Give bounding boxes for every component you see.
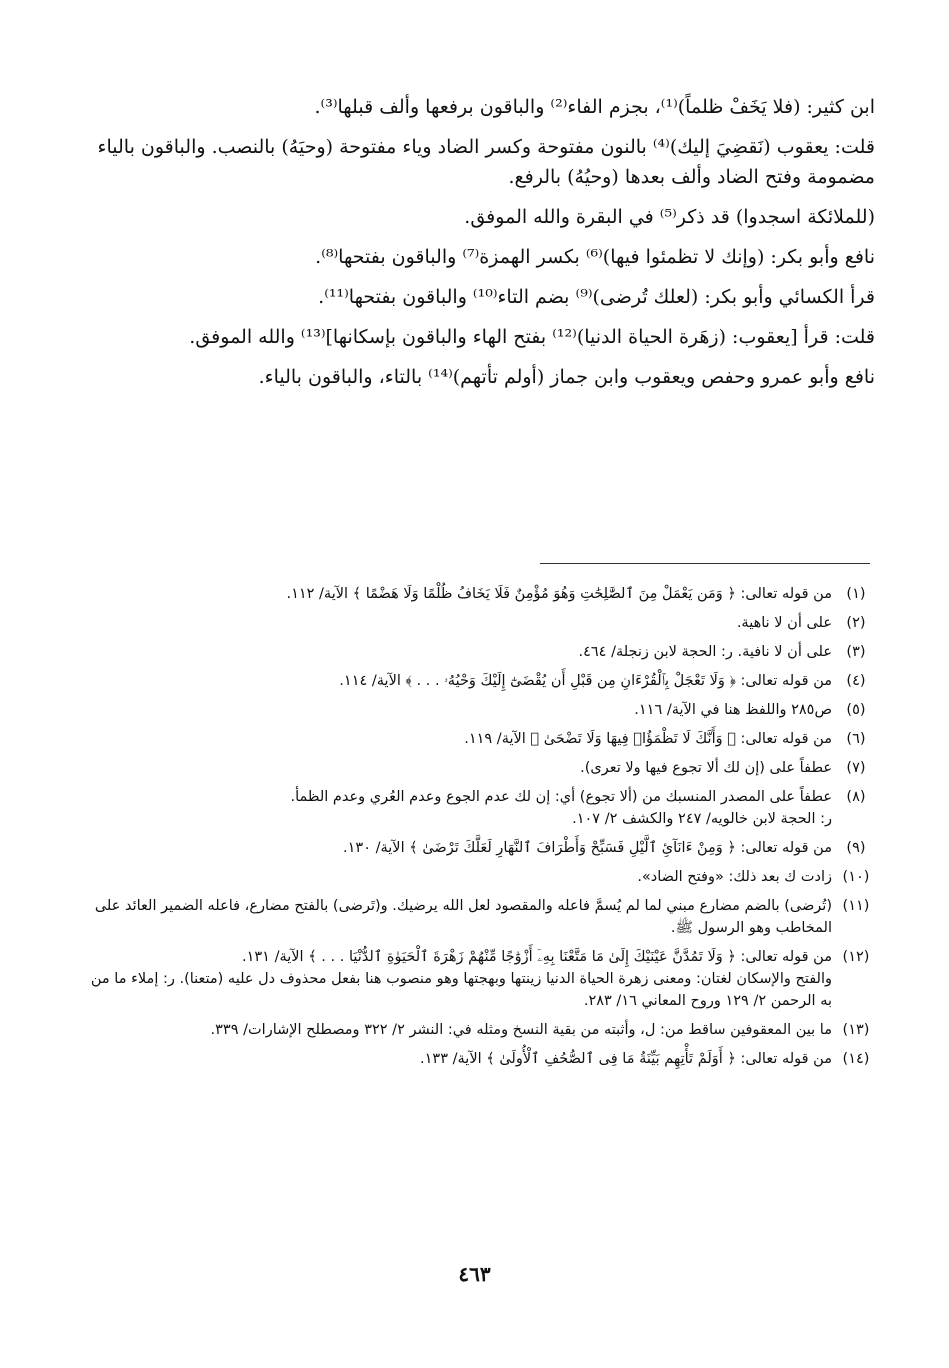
footnote-text: من قوله تعالى: ﴿ أَوَلَمْ تَأْتِهِم بَيِّنَةُ مَا فِى ٱلصُّحُفِ ٱلْأُولَىٰ ﴾ الآية/ ١٣٣. — [420, 1051, 832, 1067]
footnote-number: (١) — [846, 586, 866, 602]
paragraph: نافع وأبو بكر: (وإنك لا تظمئوا فيها)⁽⁶⁾ بكسر الهمزة⁽⁷⁾ والباقون بفتحها⁽⁸⁾. — [315, 246, 875, 268]
footnote-number: (١١) — [842, 898, 870, 914]
footnote — [80, 946, 880, 1012]
footnote-number: (١٣) — [842, 1022, 870, 1038]
footnote-text: من قوله تعالى: ﴿ وَأَنَّكَ لَا تَظْمَؤُا۟ فِيهَا وَلَا تَضْحَىٰ ﴾ الآية/ ١١٩. — [464, 731, 832, 747]
footnote — [80, 837, 880, 859]
footnote-number: (٣) — [846, 644, 866, 660]
footnote-number: (٩) — [846, 840, 866, 856]
footnote-number: (١٤) — [842, 1051, 870, 1067]
footnote-number: (١٢) — [842, 949, 870, 965]
footnote-text: (تُرضى) بالضم مضارع مبني لما لم يُسمَّ فاعله والمقصود لعل الله يرضيك. و(تَرضى) بالفتح مضارع، فاعله الضمير العائد على المخاطب وهو الرسول ﷺ. — [94, 898, 832, 936]
footnote-number: (٧) — [846, 760, 866, 776]
footnote-text: من قوله تعالى: ﴿ وَلَا تَمُدَّنَّ عَيْنَيْكَ إِلَىٰ مَا مَتَّعْنَا بِهِۦٓ أَزْوَٰجًا مِّنْهُمْ زَهْرَةَ ٱلْحَيَوٰةِ ٱلدُّنْيَا . . . ﴾ الآية/ ١٣١. — [242, 949, 832, 965]
page-number: ٤٦٣ — [458, 1262, 491, 1286]
footnote-text: والفتح والإسكان لغتان: ومعنى زهرة الحياة الدنيا زينتها وبهجتها وهو منصوب هنا بفعل محذوف دل عليه (متعنا). ر: إملاء ما من به الرحمن ٢/ ١٢٩ وروح المعاني ١٦/ ٢٨٣. — [90, 971, 832, 1009]
footnote-text: من قوله تعالى: ﴿ وَمَن يَعْمَلْ مِنَ ٱلصَّٰلِحَٰتِ وَهُوَ مُؤْمِنٌ فَلَا يَخَافُ ظُلْمًا وَلَا هَضْمًا ﴾ الآية/ ١١٢. — [286, 586, 832, 602]
footnote-number: (٨) — [846, 789, 866, 805]
footnotes — [80, 583, 880, 1077]
footnote-number: (٤) — [846, 673, 866, 689]
footnote-text: على أن لا ناهية. — [736, 615, 832, 631]
paragraph: (للملائكة اسجدوا) قد ذكر⁽⁵⁾ في البقرة والله الموفق. — [464, 206, 875, 228]
footnote — [80, 612, 880, 634]
footnote — [80, 895, 880, 939]
footnote-number: (٥) — [846, 702, 866, 718]
footnote-text: من قوله تعالى: ﴿ وَمِنْ ءَانَآئِ ٱلَّيْلِ فَسَبِّحْ وَأَطْرَافَ ٱلنَّهَارِ لَعَلَّكَ تَرْضَىٰ ﴾ الآية/ ١٣٠. — [343, 840, 832, 856]
footnote-text: زادت ك بعد ذلك: «وفتح الضاد». — [637, 869, 832, 885]
footnote-number: (٦) — [846, 731, 866, 747]
footnote-text: ر: الحجة لابن خالويه/ ٢٤٧ والكشف ٢/ ١٠٧. — [572, 811, 832, 827]
footnote-text: من قوله تعالى: ﴿ وَلَا تَعْجَلْ بِٱلْقُرْءَانِ مِن قَبْلِ أَن يُقْضَىٰٓ إِلَيْكَ وَحْيُهُۥ . . . ﴾ الآية/ ١١٤. — [339, 673, 832, 689]
footnote — [80, 670, 880, 692]
footnote — [80, 728, 880, 750]
footnote — [80, 641, 880, 663]
footnote — [80, 699, 880, 721]
footnote — [80, 757, 880, 779]
main-text — [80, 92, 875, 402]
paragraph: قلت: يعقوب (نَقضِيَ إليك)⁽⁴⁾ بالنون مفتوحة وكسر الضاد وياء مفتوحة (وحيَهُ) بالنصب. والباقون بالياء مضمومة وفتح الضاد وألف بعدها (وحيُهُ) بالرفع. — [97, 136, 875, 188]
paragraph: قلت: قرأ [يعقوب: (زهَرة الحياة الدنيا)⁽¹²⁾ بفتح الهاء والباقون بإسكانها]⁽¹³⁾ والله الموفق. — [189, 326, 875, 348]
paragraph: نافع وأبو عمرو وحفص ويعقوب وابن جماز (أولم تأتهم)⁽¹⁴⁾ بالتاء، والباقون بالياء. — [258, 366, 875, 388]
footnote — [80, 866, 880, 888]
footnote — [80, 583, 880, 605]
footnote-text: على أن لا نافية. ر: الحجة لابن زنجلة/ ٤٦٤. — [578, 644, 832, 660]
footnote-divider — [540, 563, 870, 564]
footnote — [80, 786, 880, 830]
footnote-text: عطفاً على (إن لك ألا تجوع فيها ولا تعرى). — [580, 760, 832, 776]
footnote-number: (١٠) — [842, 869, 870, 885]
footnote — [80, 1048, 880, 1070]
footnote — [80, 1019, 880, 1041]
footnote-text: ص٢٨٥ واللفظ هنا في الآية/ ١١٦. — [634, 702, 832, 718]
paragraph: ابن كثير: (فلا يَخَفْ ظلماً)⁽¹⁾، بجزم الفاء⁽²⁾ والباقون برفعها وألف قبلها⁽³⁾. — [314, 96, 875, 118]
footnote-number: (٢) — [846, 615, 866, 631]
paragraph: قرأ الكسائي وأبو بكر: (لعلك تُرضى)⁽⁹⁾ بضم التاء⁽¹⁰⁾ والباقون بفتحها⁽¹¹⁾. — [318, 286, 875, 308]
footnote-text: ما بين المعقوفين ساقط من: ل، وأثبته من بقية النسخ ومثله في: النشر ٢/ ٣٢٢ ومصطلح الإشارات/ ٣٣٩. — [210, 1022, 832, 1038]
footnote-text: عطفاً على المصدر المنسبك من (ألا تجوع) أي: إن لك عدم الجوع وعدم العُري وعدم الظمأ. — [290, 789, 832, 805]
